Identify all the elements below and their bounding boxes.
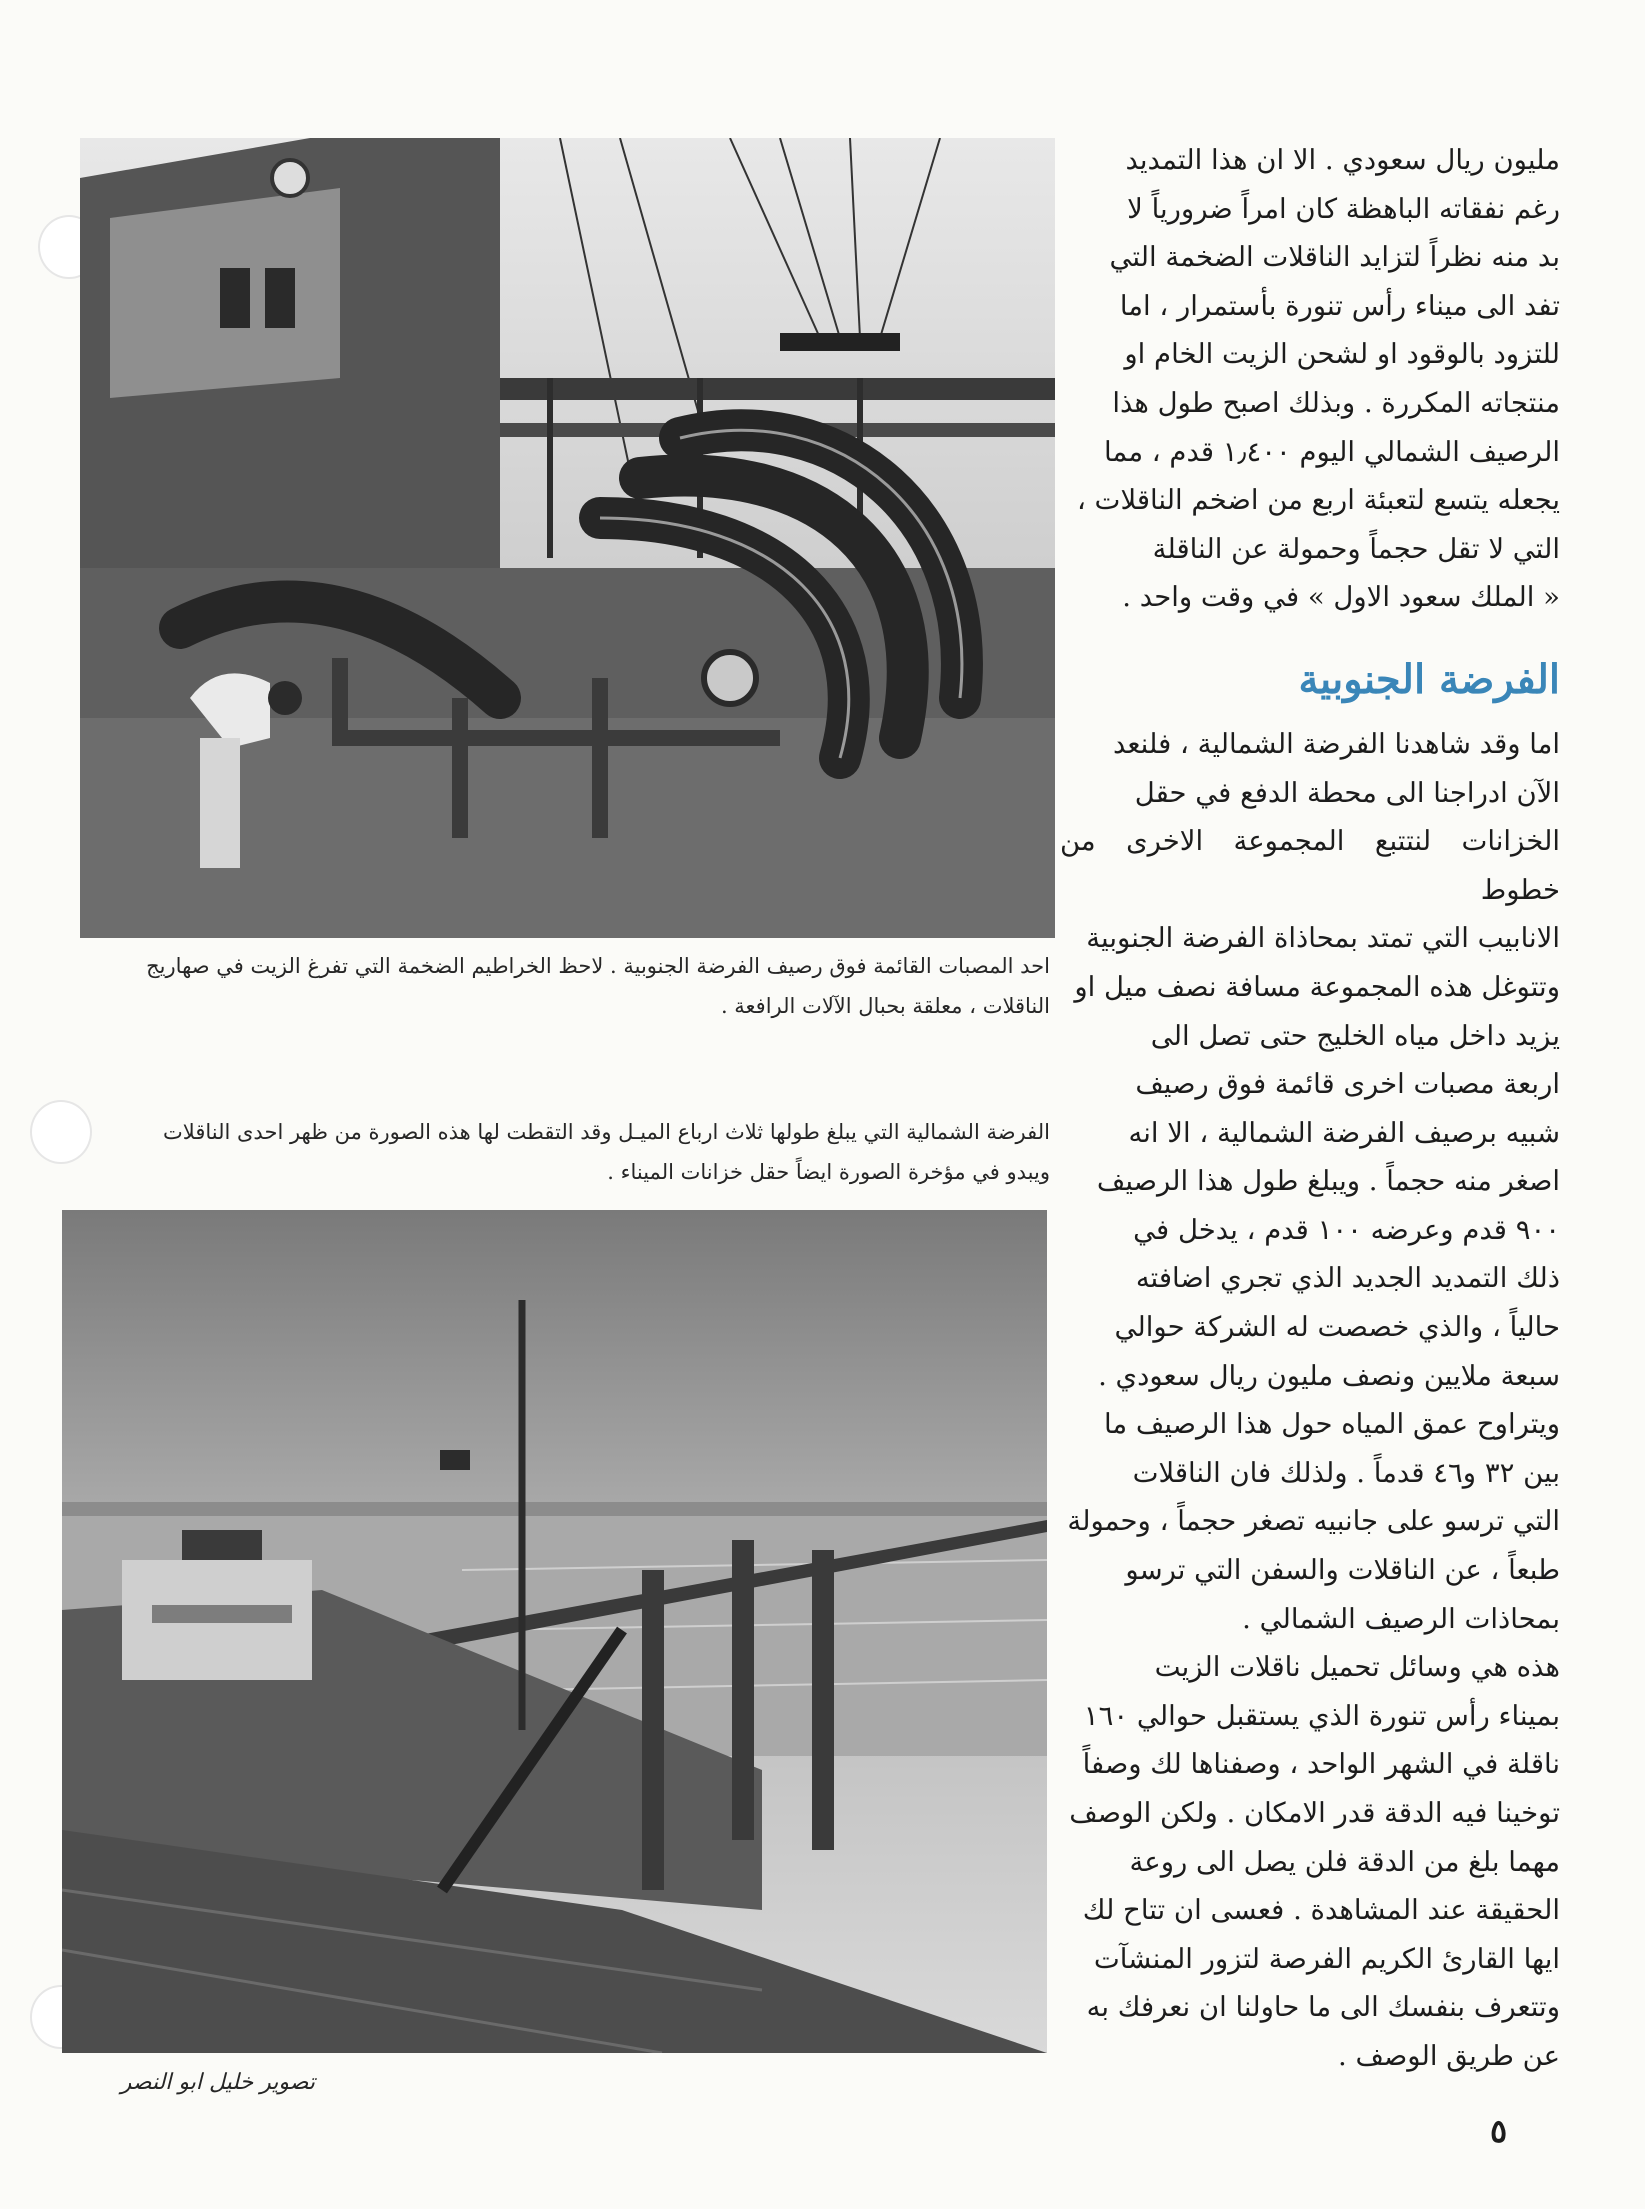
caption-top-line-2: الناقلات ، معلقة بحبال الآلات الرافعة . <box>720 994 1050 1018</box>
text-line: هذه هي وسائل تحميل ناقلات الزيت <box>1154 1651 1560 1684</box>
text-line: ايها القارئ الكريم الفرصة لتزور المنشآت <box>1093 1942 1560 1975</box>
text-line: التي ترسو على جانبيه تصغر حجماً ، وحمولة <box>1067 1505 1560 1538</box>
text-line: وتتعرف بنفسك الى ما حاولنا ان نعرفك به <box>1086 1991 1560 2024</box>
text-line: منتجاته المكررة . وبذلك اصبح طول هذا <box>1112 386 1560 419</box>
text-line: مهما بلغ من الدقة فلن يصل الى روعة <box>1129 1845 1560 1878</box>
photo-credit: تصوير خليل ابو النصر <box>120 2070 315 2095</box>
section-heading-south-pier: الفرضة الجنوبية <box>1298 655 1560 703</box>
text-line: الحقيقة عند المشاهدة . فعسى ان تتاح لك <box>1082 1894 1560 1927</box>
body-paragraph <box>1060 720 1560 1643</box>
text-line: حالياً ، والذي خصصت له الشركة حوالي <box>1114 1311 1560 1344</box>
text-line: ٩٠٠ قدم وعرضه ١٠٠ قدم ، يدخل في <box>1133 1213 1560 1246</box>
text-line: الرصيف الشمالي اليوم ١٫٤٠٠ قدم ، مما <box>1104 435 1560 468</box>
caption-north-line-2: ويبدو في مؤخرة الصورة ايضاً حقل خزانات الميناء . <box>607 1160 1050 1184</box>
text-line: بين ٣٢ و٤٦ قدماً . ولذلك فان الناقلات <box>1132 1456 1560 1489</box>
text-line: الانابيب التي تمتد بمحاذاة الفرضة الجنوبية <box>1086 922 1560 955</box>
text-line: اما وقد شاهدنا الفرضة الشمالية ، فلنعد <box>1112 727 1560 760</box>
text-line: ذلك التمديد الجديد الذي تجري اضافته <box>1135 1262 1560 1295</box>
caption-top-line-1: احد المصبات القائمة فوق رصيف الفرضة الجنوبية . لاحظ الخراطيم الضخمة التي تفرغ الزيت في صهاريج <box>146 954 1050 978</box>
text-line: طبعاً ، عن الناقلات والسفن التي ترسو <box>1125 1554 1560 1587</box>
article-column <box>1060 136 1560 2081</box>
text-line: يزيد داخل مياه الخليج حتى تصل الى <box>1150 1019 1560 1052</box>
text-line: ويتراوح عمق المياه حول هذا الرصيف ما <box>1104 1408 1560 1441</box>
text-line: بميناء رأس تنورة الذي يستقبل حوالي ١٦٠ <box>1083 1699 1560 1732</box>
text-line: اصغر منه حجماً . ويبلغ طول هذا الرصيف <box>1096 1165 1560 1198</box>
caption-loading-hoses <box>70 946 1050 1026</box>
closing-paragraph <box>1060 1643 1560 2080</box>
punch-hole-middle <box>30 1100 92 1164</box>
caption-north-pier <box>90 1112 1050 1192</box>
text-line: للتزود بالوقود او لشحن الزيت الخام او <box>1124 338 1560 371</box>
text-line: الخزانات لنتتبع المجموعة الاخرى من خطوط <box>1060 825 1560 906</box>
text-line: توخينا فيه الدقة قدر الامكان . ولكن الوصف <box>1069 1797 1560 1829</box>
text-line: وتتوغل هذه المجموعة مسافة نصف ميل او <box>1074 970 1560 1003</box>
intro-paragraph <box>1060 136 1560 622</box>
text-line: اربعة مصبات اخرى قائمة فوق رصيف <box>1135 1068 1560 1101</box>
text-line: بد منه نظراً لتزايد الناقلات الضخمة التي <box>1109 241 1560 274</box>
text-line: ناقلة في الشهر الواحد ، وصفناها لك وصفاً <box>1082 1748 1560 1781</box>
text-line: « الملك سعود الاول » في وقت واحد . <box>1122 581 1560 614</box>
text-line: مليون ريال سعودي . الا ان هذا التمديد <box>1125 144 1560 176</box>
text-line: عن طريق الوصف . <box>1337 2039 1560 2072</box>
page-number: ٥ <box>1490 2112 1508 2150</box>
text-line: بمحاذات الرصيف الشمالي . <box>1242 1602 1560 1635</box>
text-line: سبعة ملايين ونصف مليون ريال سعودي . <box>1098 1359 1560 1392</box>
text-line: رغم نفقاته الباهظة كان امراً ضرورياً لا <box>1127 192 1560 225</box>
text-line: تفد الى ميناء رأس تنورة بأستمرار ، اما <box>1119 289 1560 322</box>
text-line: يجعله يتسع لتعبئة اربع من اضخم الناقلات ، <box>1076 484 1560 517</box>
text-line: شبيه برصيف الفرضة الشمالية ، الا انه <box>1128 1116 1560 1149</box>
text-line: التي لا تقل حجماً وحمولة عن الناقلة <box>1152 532 1560 565</box>
photo-loading-hoses <box>80 138 1055 938</box>
caption-north-line-1: الفرضة الشمالية التي يبلغ طولها ثلاث ارباع الميـل وقد التقطت لها هذه الصورة من ظهر احدى الناقلات <box>163 1120 1050 1144</box>
photo-north-pier <box>62 1210 1047 2053</box>
text-line: الآن ادراجنا الى محطة الدفع في حقل <box>1134 776 1560 809</box>
